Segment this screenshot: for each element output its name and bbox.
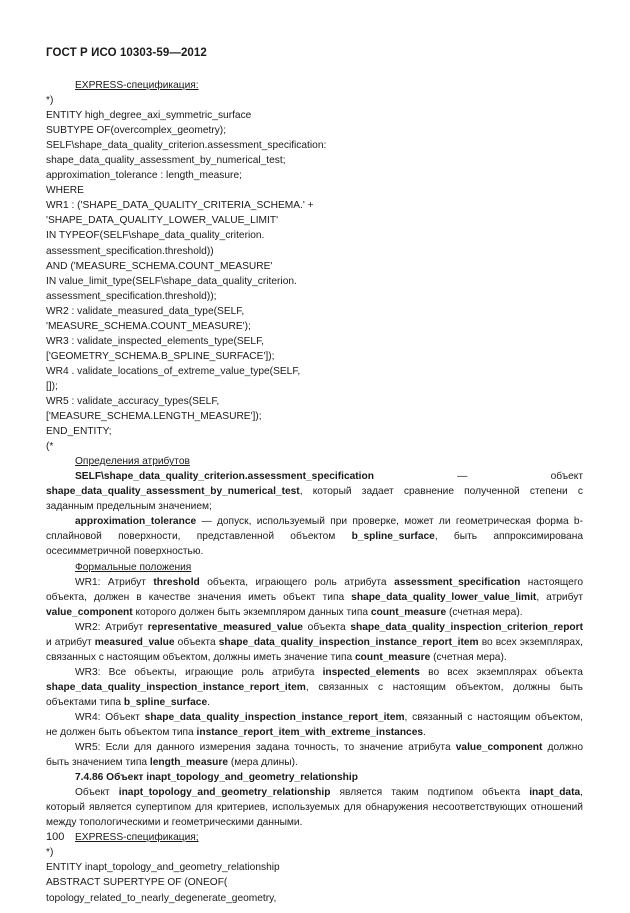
code-line: WR5 : validate_accuracy_types(SELF, [46,395,220,407]
section-paragraph: Объект inapt_topology_and_geometry_relationship является таким подтипом объекта inapt_data, который является супертипом для критериев, используемых для обнаружения несоответствующих отношений между топологическими и геометрическими данными. [46,787,583,829]
express-code-block [46,93,583,454]
code-line: WR3 : validate_inspected_elements_type(SELF, [46,335,265,347]
attribute-definition: SELF\shape_data_quality_criterion.assessment_specification — объект shape_data_quality_assessment_by_numerical_test, который задает сравнение полученной степени с заданным предельным значением; [46,471,583,513]
code-line: WR1 : ('SHAPE_DATA_QUALITY_CRITERIA_SCHEMA.' + [46,200,314,212]
attributes-heading: Определения атрибутов [75,456,190,468]
code-line: WHERE [46,185,84,197]
code-line: ['MEASURE_SCHEMA.LENGTH_MEASURE']); [46,411,262,423]
page-number: 100 [46,831,65,843]
code-line: ABSTRACT SUPERTYPE OF (ONEOF( [46,877,228,889]
formal-propositions-heading: Формальные положения [75,561,192,573]
code-line: []); [46,380,58,392]
page-body [46,78,583,906]
code-line: 'SHAPE_DATA_QUALITY_LOWER_VALUE_LIMIT' [46,215,279,227]
code-line: ENTITY high_degree_axi_symmetric_surface [46,110,252,122]
code-line: approximation_tolerance : length_measure; [46,170,242,182]
code-line: *) [46,95,54,107]
attribute-definition: approximation_tolerance — допуск, используемый при проверке, может ли геометрическая форма b-сплайновой поверхности, представленной объектом b_spline_surface, быть аппроксимирована осесимметричной поверхностью. [46,516,583,558]
code-line: END_ENTITY; [46,426,112,438]
code-line: IN value_limit_type(SELF\shape_data_quality_criterion. [46,275,297,287]
code-line: SUBTYPE OF(overcomplex_geometry); [46,125,227,137]
where-rule-wr5: WR5: Если для данного измерения задана точность, то значение атрибута value_component должно быть значением типа length_measure (мера длины). [46,742,583,769]
code-line: ['GEOMETRY_SCHEMA.B_SPLINE_SURFACE']); [46,350,275,362]
where-rule-wr2: WR2: Атрибут representative_measured_value объекта shape_data_quality_inspection_criterion_report и атрибут measured_value объекта shape_data_quality_inspection_instance_report_item во всех экземплярах, связанных с настоящим объектом, должны иметь значение типа count_measure (счетная мера). [46,621,583,663]
express-code-block [46,845,583,905]
code-line: assessment_specification.threshold)); [46,290,217,302]
code-line: WR4 . validate_locations_of_extreme_value_type(SELF, [46,365,301,377]
code-line: *) [46,847,54,859]
code-line: WR2 : validate_measured_data_type(SELF, [46,305,245,317]
section-heading: 7.4.86 Объект inapt_topology_and_geometry_relationship [75,772,358,784]
code-line: shape_data_quality_assessment_by_numerical_test; [46,155,286,167]
where-rule-wr1: WR1: Атрибут threshold объекта, играющего роль атрибута assessment_specification настоящего объекта, должен в качестве значения иметь объект типа shape_data_quality_lower_value_limit, атрибут value_component которого должен быть экземпляром данных типа count_measure (счетная мера). [46,576,584,618]
code-line: topology_related_to_nearly_degenerate_geometry, [46,892,277,904]
express-spec-label: EXPRESS-спецификация: [75,80,199,91]
code-line: assessment_specification.threshold)) [46,245,214,257]
code-line: SELF\shape_data_quality_criterion.assessment_specification: [46,140,327,152]
code-line: IN TYPEOF(SELF\shape_data_quality_criterion. [46,230,265,242]
where-rule-wr3: WR3: Все объекты, играющие роль атрибута inspected_elements во всех экземплярах объекта shape_data_quality_inspection_instance_report_item, связанных с настоящим объектом, должны быть объектами типа b_spline_surface. [46,666,583,708]
code-line: AND ('MEASURE_SCHEMA.COUNT_MEASURE' [46,260,273,272]
express-spec-label: EXPRESS-спецификация; [75,832,199,844]
page-header: ГОСТ Р ИСО 10303-59—2012 [46,47,207,59]
code-line: (* [46,441,54,453]
code-line: ENTITY inapt_topology_and_geometry_relationship [46,862,280,874]
code-line: 'MEASURE_SCHEMA.COUNT_MEASURE'); [46,320,251,332]
where-rule-wr4: WR4: Объект shape_data_quality_inspection_instance_report_item, связанный с настоящим объектом, не должен быть объектом типа instance_report_item_with_extreme_instances. [46,711,583,739]
